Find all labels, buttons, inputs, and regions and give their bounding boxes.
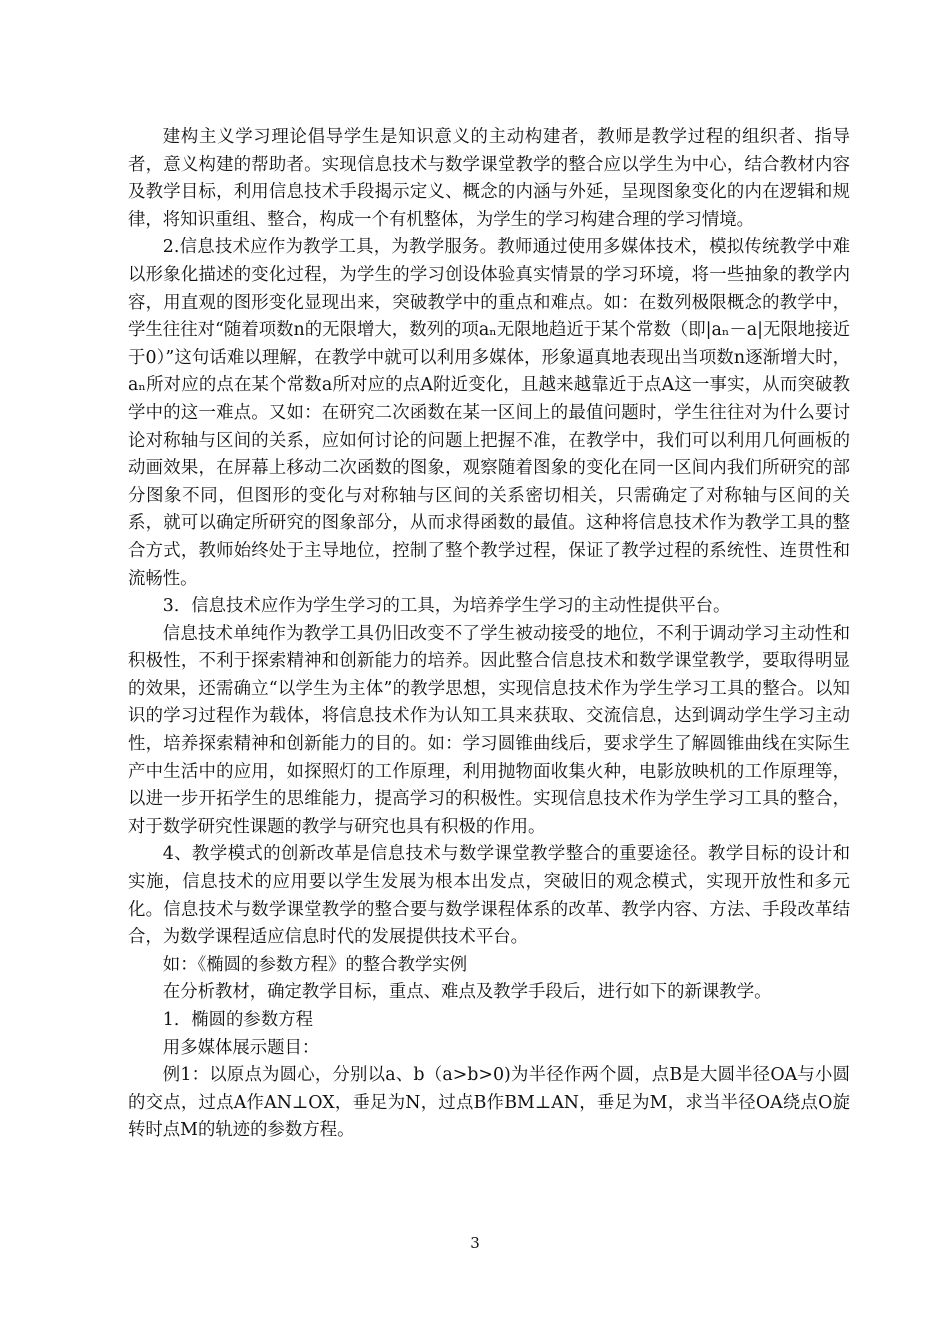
- paragraph-learning-tool: 信息技术单纯作为教学工具仍旧改变不了学生被动接受的地位，不利于调动学习主动性和积极性，不利于探索精神和创新能力的培养。因此整合信息技术和数学课堂教学，要取得明显的效果，还需确立“以学生为主体”的教学思想，实现信息技术作为学生学习工具的整合。以知识的学习过程作为载体，将信息技术作为认知工具来获取、交流信息，达到调动学生学习主动性，培养探索精神和创新能力的目的。如：学习圆锥曲线后，要求学生了解圆锥曲线在实际生产中生活中的应用，如探照灯的工作原理，利用抛物面收集火种，电影放映机的工作原理等，以进一步开拓学生的思维能力，提高学习的积极性。实现信息技术作为学生学习工具的整合，对于数学研究性课题的教学与研究也具有积极的作用。: [128, 623, 850, 837]
- paragraph-constructivism: 建构主义学习理论倡导学生是知识意义的主动构建者，教师是教学过程的组织者、指导者，意义构建的帮助者。实现信息技术与数学课堂教学的整合应以学生为中心，结合教材内容及教学目标，利用信息技术手段揭示定义、概念的内涵与外延，呈现图象变化的内在逻辑和规律，将知识重组、整合，构成一个有机整体，为学生的学习构建合理的学习情境。: [128, 127, 850, 230]
- paragraph-show-problem: 用多媒体展示题目：: [162, 1037, 320, 1058]
- section-heading-ellipse: 1．椭圆的参数方程: [162, 1010, 313, 1030]
- paragraph-teaching-tool: 2.信息技术应作为教学工具，为教学服务。教师通过使用多媒体技术，模拟传统教学中难以形象化描述的变化过程，为学生的学习创设体验真实情景的学习环境，将一些抽象的教学内容，用直观的图形变化显现出来，突破教学中的重点和难点。如：在数列极限概念的教学中，学生往往对“随着项数n的无限增大，数列的项aₙ无限地趋近于某个常数（即|aₙ－a|无限地接近于0）”这句话难以理解，在教学中就可以利用多媒体，形象逼真地表现出当项数n逐渐增大时，aₙ所对应的点在某个常数a所对应的点A附近变化，且越来越靠近于点A这一事实，从而突破教学中的这一难点。又如：在研究二次函数在某一区间上的最值问题时，学生往往对为什么要讨论对称轴与区间的关系，应如何讨论的问题上把握不准，在教学中，我们可以利用几何画板的动画效果，在屏幕上移动二次函数的图象，观察随着图象的变化在同一区间内我们所研究的部分图象不同，但图形的变化与对称轴与区间的关系密切相关，只需确定了对称轴与区间的关系，就可以确定所研究的图象部分，从而求得函数的最值。这种将信息技术作为教学工具的整合方式，教师始终处于主导地位，控制了整个教学过程，保证了教学过程的系统性、连贯性和流畅性。: [128, 237, 850, 589]
- page-number: 3: [470, 1234, 480, 1252]
- body-text: [128, 124, 850, 1145]
- paragraph-teaching-mode: 4、教学模式的创新改革是信息技术与数学课堂教学整合的重要途径。教学目标的设计和实施，信息技术的应用要以学生发展为根本出发点，突破旧的观念模式，实现开放性和多元化。信息技术与数学课堂教学的整合要与数学课程体系的改革、教学内容、方法、手段改革结合，为数学课程适应信息时代的发展提供技术平台。: [128, 844, 850, 948]
- paragraph-example-intro: 如：《椭圆的参数方程》的整合教学实例: [162, 954, 468, 975]
- paragraph-analysis: 在分析教材，确定教学目标，重点、难点及教学手段后，进行如下的新课教学。: [162, 982, 772, 1003]
- paragraph-learning-tool-heading: 3．信息技术应作为学生学习的工具，为培养学生学习的主动性提供平台。: [162, 596, 731, 617]
- paragraph-example-1: 例1：以原点为圆心，分别以a、b（a>b>0)为半径作两个圆，点B是大圆半径OA与小圆的交点，过点A作AN⊥OX，垂足为N，过点B作BM⊥AN，垂足为M，求当半径OA绕点O旋转时点M的轨迹的参数方程。: [128, 1065, 850, 1141]
